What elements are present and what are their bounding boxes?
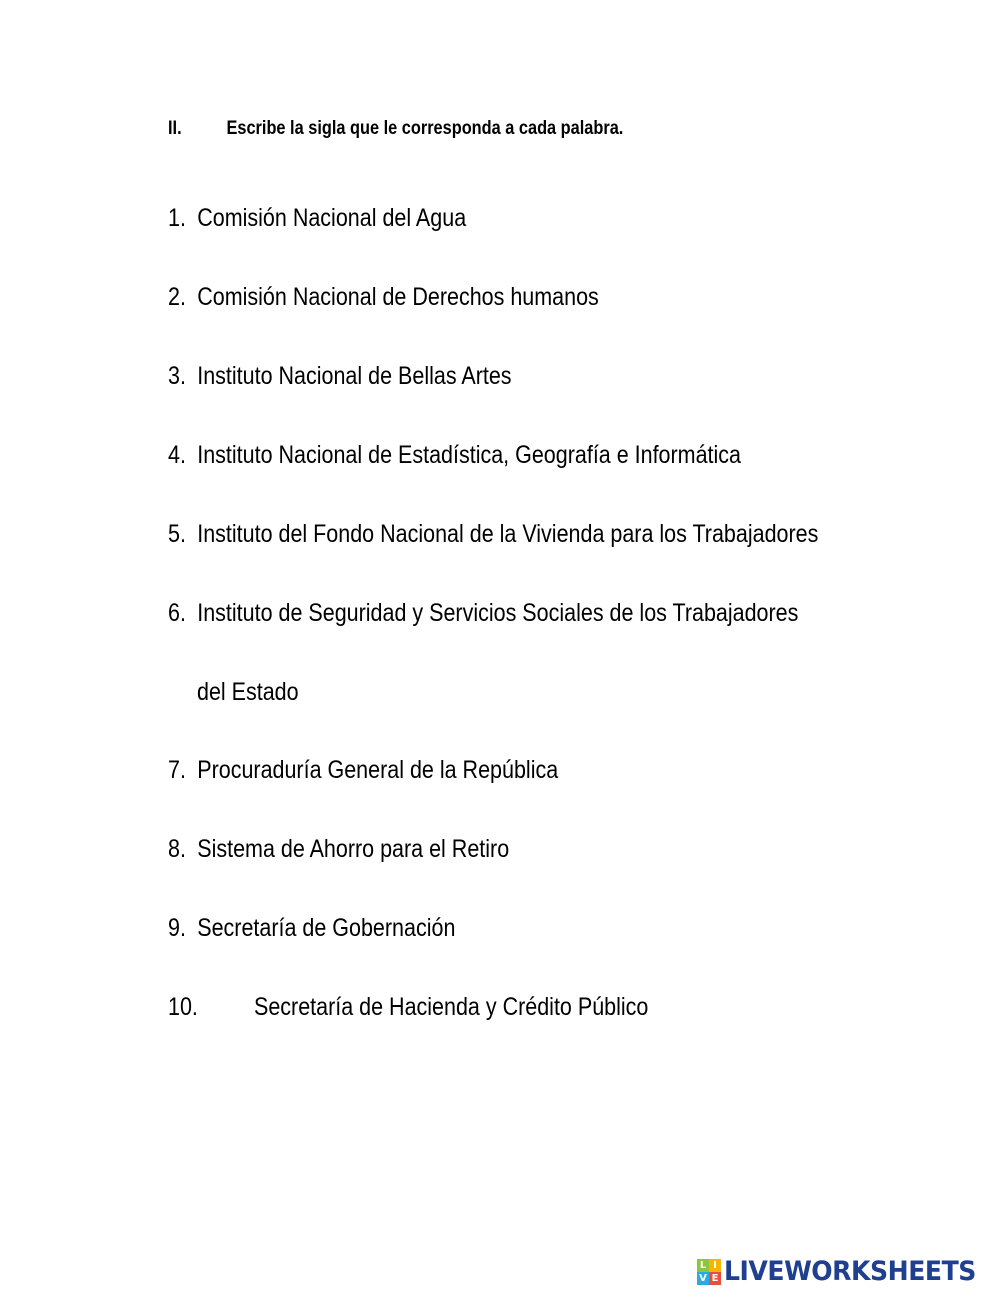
item-text: Comisión Nacional de Derechos humanos <box>197 283 599 311</box>
item-number: 6. <box>168 599 186 627</box>
item-text: Secretaría de Gobernación <box>197 914 456 942</box>
item-text: Instituto del Fondo Nacional de la Vivienda para los Trabajadores <box>197 520 819 548</box>
list-item <box>168 440 741 470</box>
item-text: Procuraduría General de la República <box>197 756 559 784</box>
item-number: 3. <box>168 362 186 390</box>
liveworksheets-logo <box>697 1256 995 1287</box>
section-instruction: Escribe la sigla que le corresponda a cada palabra. <box>226 118 624 139</box>
logo-mark-icon <box>697 1259 721 1285</box>
list-item <box>168 913 455 943</box>
item-number: 10. <box>168 993 198 1021</box>
list-item <box>168 755 558 785</box>
list-item <box>168 519 818 549</box>
list-item <box>168 992 648 1022</box>
list-item <box>168 834 509 864</box>
item-number: 8. <box>168 835 186 863</box>
item-text: Comisión Nacional del Agua <box>197 204 467 232</box>
item-number: 4. <box>168 441 186 469</box>
item-number: 7. <box>168 756 186 784</box>
logo-mark-letter: I <box>709 1259 721 1272</box>
list-item <box>168 282 599 312</box>
item-number: 2. <box>168 283 186 311</box>
logo-mark-letter: E <box>709 1272 721 1285</box>
item-number: 9. <box>168 914 186 942</box>
item-text: Instituto de Seguridad y Servicios Sociales de los Trabajadores <box>197 599 799 627</box>
item-text: Secretaría de Hacienda y Crédito Público <box>254 993 649 1021</box>
list-item <box>168 598 798 628</box>
item-text: Instituto Nacional de Bellas Artes <box>197 362 512 390</box>
list-item <box>168 203 466 233</box>
logo-mark-letter: V <box>697 1272 709 1285</box>
item-text: Instituto Nacional de Estadística, Geografía e Informática <box>197 441 742 469</box>
item-text: Sistema de Ahorro para el Retiro <box>197 835 510 863</box>
item-text-continuation: del Estado <box>197 678 299 706</box>
item-number: 5. <box>168 520 186 548</box>
logo-text: LIVEWORKSHEETS <box>724 1256 976 1287</box>
section-numeral: II. <box>168 118 182 139</box>
item-number: 1. <box>168 204 186 232</box>
section-heading <box>168 118 623 140</box>
list-item <box>168 361 512 391</box>
logo-mark-letter: L <box>697 1259 709 1272</box>
